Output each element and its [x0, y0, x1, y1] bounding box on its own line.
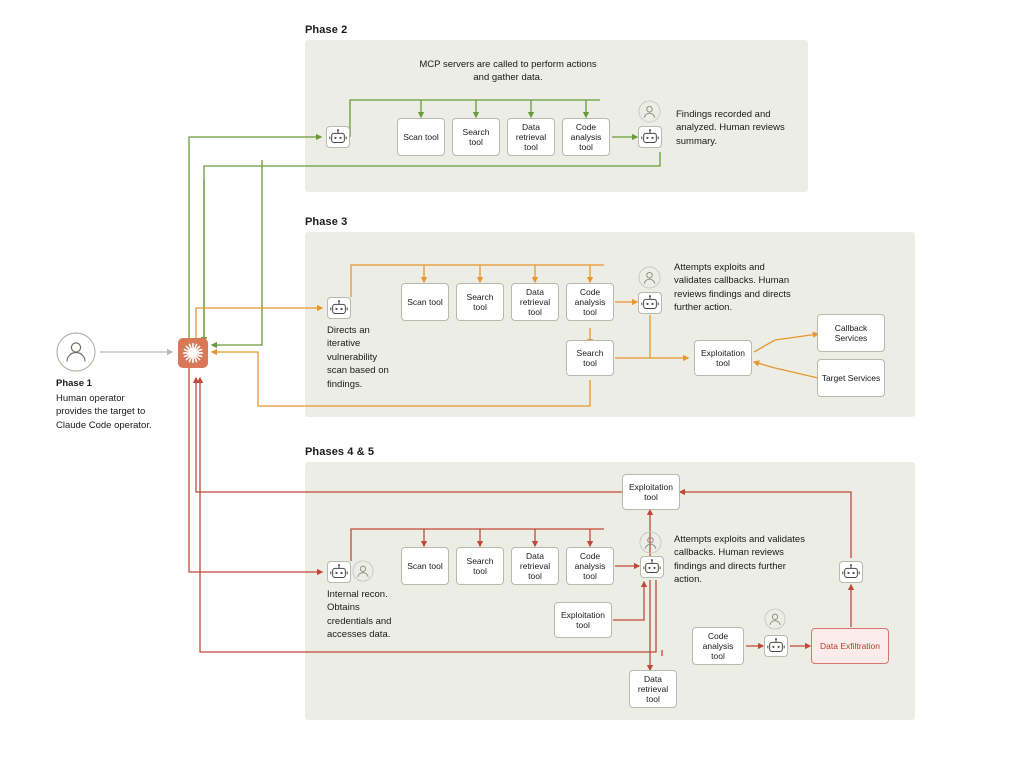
phase2-top-caption: MCP servers are called to perform actions and gather data.: [419, 59, 597, 84]
phase1-caption: Human operator provides the target to Claude Code operator.: [56, 393, 152, 431]
phase2-tool-search[interactable]: Search tool: [452, 118, 500, 156]
phase3-label: Phase 3: [305, 216, 348, 228]
phase45-result-bot-icon: [640, 556, 664, 578]
phase45-person-icon: [352, 560, 376, 584]
phase45-exfil-person-icon: [764, 608, 788, 632]
phase45-data-retrieval-tool[interactable]: Data retrieval tool: [629, 670, 677, 708]
phase45-exfil-bot-icon: [764, 635, 788, 657]
phase45-code-analysis-tool[interactable]: Code analysis tool: [692, 627, 744, 665]
phase3-left-caption: Directs an iterative vulnerability scan based on findings.: [327, 325, 389, 390]
phase2-right-caption: Findings recorded and analyzed. Human reviews summary.: [676, 109, 785, 147]
phase45-left-caption: Internal recon. Obtains credentials and accesses data.: [327, 589, 392, 641]
phase45-label: Phases 4 & 5: [305, 446, 375, 458]
phase3-person-icon: [638, 266, 662, 290]
phase2-tool-code-analysis[interactable]: Code analysis tool: [562, 118, 610, 156]
phase2-result-bot-icon: [638, 126, 662, 148]
phase3-bot-icon: [327, 297, 351, 319]
phase3-callback-services[interactable]: Callback Services: [817, 314, 885, 352]
phase2-tool-scan[interactable]: Scan tool: [397, 118, 445, 156]
phase3-lower-search-tool[interactable]: Search tool: [566, 340, 614, 376]
phase3-target-services[interactable]: Target Services: [817, 359, 885, 397]
phase2-bot-icon: [326, 126, 350, 148]
phase1-person-icon: [56, 332, 96, 372]
phase45-exploitation-tool-mid[interactable]: Exploitation tool: [554, 602, 612, 638]
phase45-tool-data-retrieval[interactable]: Data retrieval tool: [511, 547, 559, 585]
phase45-tool-scan[interactable]: Scan tool: [401, 547, 449, 585]
claude-star-icon[interactable]: [178, 338, 208, 368]
phase45-data-exfiltration[interactable]: Data Exfiltration: [811, 628, 889, 664]
phase3-tool-scan[interactable]: Scan tool: [401, 283, 449, 321]
phase45-right-caption: Attempts exploits and validates callbacks. Human reviews findings and directs further action.: [674, 534, 805, 586]
phase1-title: Phase 1: [56, 378, 92, 389]
phase2-label: Phase 2: [305, 24, 348, 36]
phase45-bot-icon: [327, 561, 351, 583]
phase3-tool-data-retrieval[interactable]: Data retrieval tool: [511, 283, 559, 321]
phase2-tool-data-retrieval[interactable]: Data retrieval tool: [507, 118, 555, 156]
phase45-exploitation-tool-top[interactable]: Exploitation tool: [622, 474, 680, 510]
phase45-tool-code-analysis[interactable]: Code analysis tool: [566, 547, 614, 585]
phase45-tool-search[interactable]: Search tool: [456, 547, 504, 585]
phase45-right-bot-icon: [839, 561, 863, 583]
phase3-result-bot-icon: [638, 292, 662, 314]
phase3-tool-search[interactable]: Search tool: [456, 283, 504, 321]
phase45-person-icon-right: [639, 531, 663, 555]
phase2-person-icon: [638, 100, 662, 124]
phase3-right-caption: Attempts exploits and validates callbacks. Human reviews findings and directs further action.: [674, 262, 791, 314]
phase3-exploitation-tool[interactable]: Exploitation tool: [694, 340, 752, 376]
phase3-tool-code-analysis[interactable]: Code analysis tool: [566, 283, 614, 321]
